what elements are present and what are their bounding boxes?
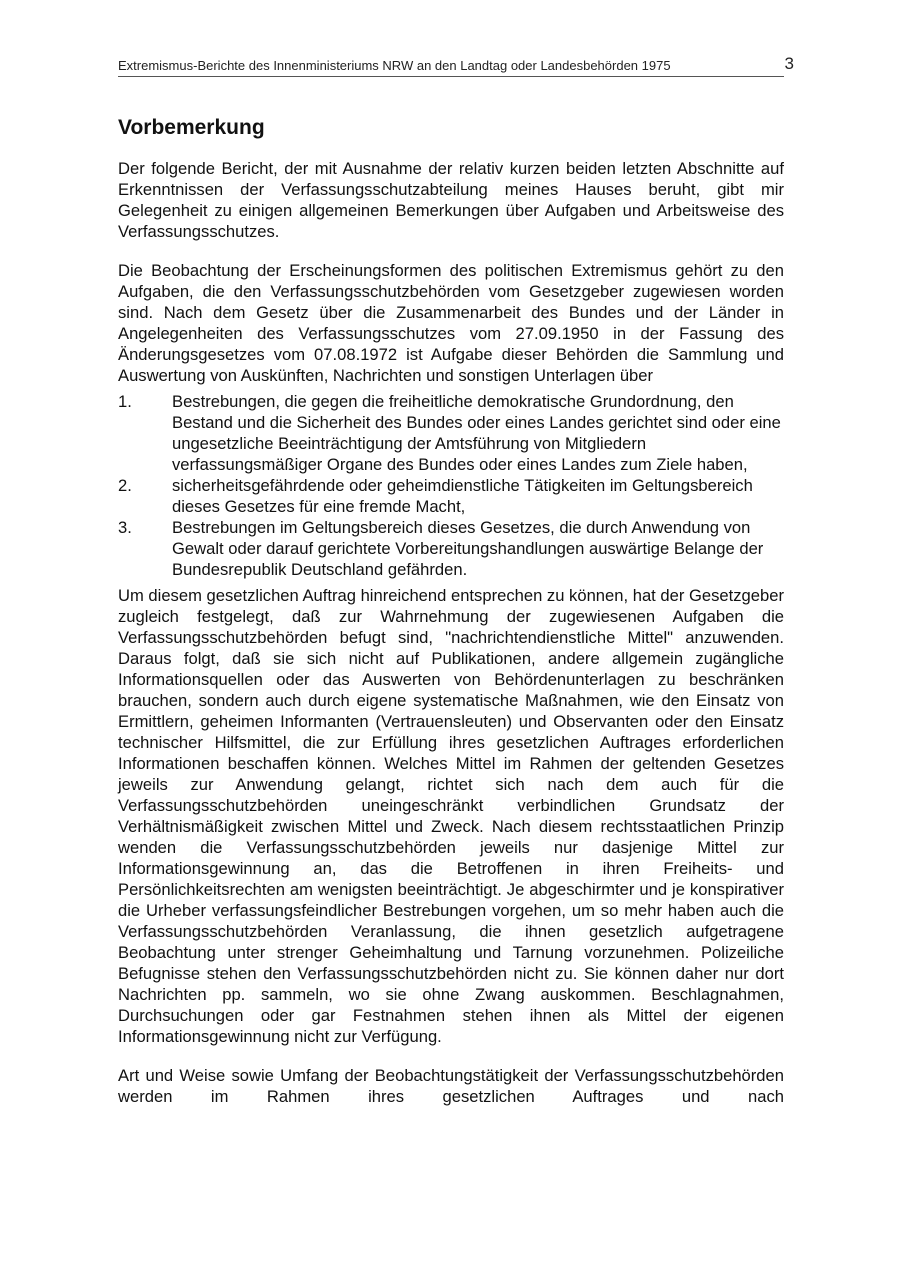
list-item [118,475,784,517]
paragraph-observation-scope: Art und Weise sowie Umfang der Beobachtungstätigkeit der Verfassungsschutzbehörden werden im Rahmen ihres gesetzlichen Auftrages und nach [118,1066,784,1106]
list-item-text: Bestrebungen, die gegen die freiheitliche demokratische Grundordnung, den Bestand und die Sicherheit des Bundes oder eines Landes gerichtet sind oder eine ungesetzliche Beeinträchtigung der Amtsführung von Mitgliedern verfassungsmäßiger Organe des Bundes oder eines Landes zum Ziele haben, [172,392,781,474]
list-item-text: sicherheitsgefährdende oder geheimdienstliche Tätigkeiten im Geltungsbereich dieses Gesetzes für eine fremde Macht, [172,476,753,516]
numbered-list [118,391,784,580]
page-number: 3 [784,54,794,73]
paragraph-intelligence-means: Um diesem gesetzlichen Auftrag hinreichend entsprechen zu können, hat der Gesetzgeber zugleich festgelegt, daß zur Wahrnehmung der zugewiesenen Aufgaben die Verfassungsschutzbehörden befugt sind, "nachrichtendienstliche Mittel" anzuwenden. Daraus folgt, daß sie sich nicht auf Publikationen, andere allgemein zugängliche Informationsquellen oder das Auswerten von Behördenunterlagen zu beschränken brauchen, sondern auch durch eigene systematische Maßnahmen, wie den Einsatz von Ermittlern, geheimen Informanten (Vertrauensleuten) und Observanten oder den Einsatz technischer Hilfsmittel, die zur Erfüllung ihres gesetzlichen Auftrages erforderlichen Informationen beschaffen können. Welches Mittel im Rahmen der geltenden Gesetzes jeweils zur Anwendung gelangt, richtet sich nach dem auch für die Verfassungsschutzbehörden uneingeschränkt verbindlichen Grundsatz der Verhältnismäßigkeit zwischen Mittel und Zweck. Nach diesem rechtsstaatlichen Prinzip wenden die Verfassungsschutzbehörden jeweils nur dasjenige Mittel zur Informationsgewinnung an, das die Betroffenen in ihren Freiheits- und Persönlichkeitsrechten am wenigsten beeinträchtigt. Je abgeschirmter und je konspirativer die Urheber verfassungsfeindlicher Bestrebungen vorgehen, um so mehr haben auch die Verfassungsschutzbehörden Veranlassung, die ihnen gesetzlich aufgetragene Beobachtung unter strenger Geheimhaltung und Tarnung vorzunehmen. Polizeiliche Befugnisse stehen den Verfassungsschutzbehörden nicht zu. Sie können daher nur dort Nachrichten pp. sammeln, wo sie ohne Zwang auskommen. Beschlagnahmen, Durchsuchungen oder gar Festnahmen stehen ihnen als Mittel der eigenen Informationsgewinnung nicht zur Verfügung. [118,586,784,1046]
list-item-number: 2. [118,476,132,495]
list-item [118,391,784,475]
paragraph-legal-basis: Die Beobachtung der Erscheinungsformen des politischen Extremismus gehört zu den Aufgaben, die den Verfassungsschutzbehörden vom Gesetzgeber zugewiesen worden sind. Nach dem Gesetz über die Zusammenarbeit des Bundes und der Länder in Angelegenheiten des Verfassungsschutzes vom 27.09.1950 in der Fassung des Änderungsgesetzes vom 07.08.1972 ist Aufgabe dieser Behörden die Sammlung und Auswertung von Auskünften, Nachrichten und sonstigen Unterlagen über [118,261,784,385]
paragraph-intro: Der folgende Bericht, der mit Ausnahme der relativ kurzen beiden letzten Abschnitte auf Erkenntnissen der Verfassungsschutzabteilung meines Hauses beruht, gibt mir Gelegenheit zu einigen allgemeinen Bemerkungen über Aufgaben und Arbeitsweise des Verfassungsschutzes. [118,159,784,241]
header-title: Extremismus-Berichte des Innenministeriums NRW an den Landtag oder Landesbehörden 1975 [118,58,671,73]
body-text [118,158,784,1107]
list-item-text: Bestrebungen im Geltungsbereich dieses Gesetzes, die durch Anwendung von Gewalt oder darauf gerichtete Vorbereitungshandlungen auswärtige Belange der Bundesrepublik Deutschland gefährden. [172,518,764,579]
section-heading: Vorbemerkung [118,116,265,139]
list-item [118,517,784,580]
list-item-number: 1. [118,392,132,411]
running-header [118,54,794,77]
list-item-number: 3. [118,518,132,537]
